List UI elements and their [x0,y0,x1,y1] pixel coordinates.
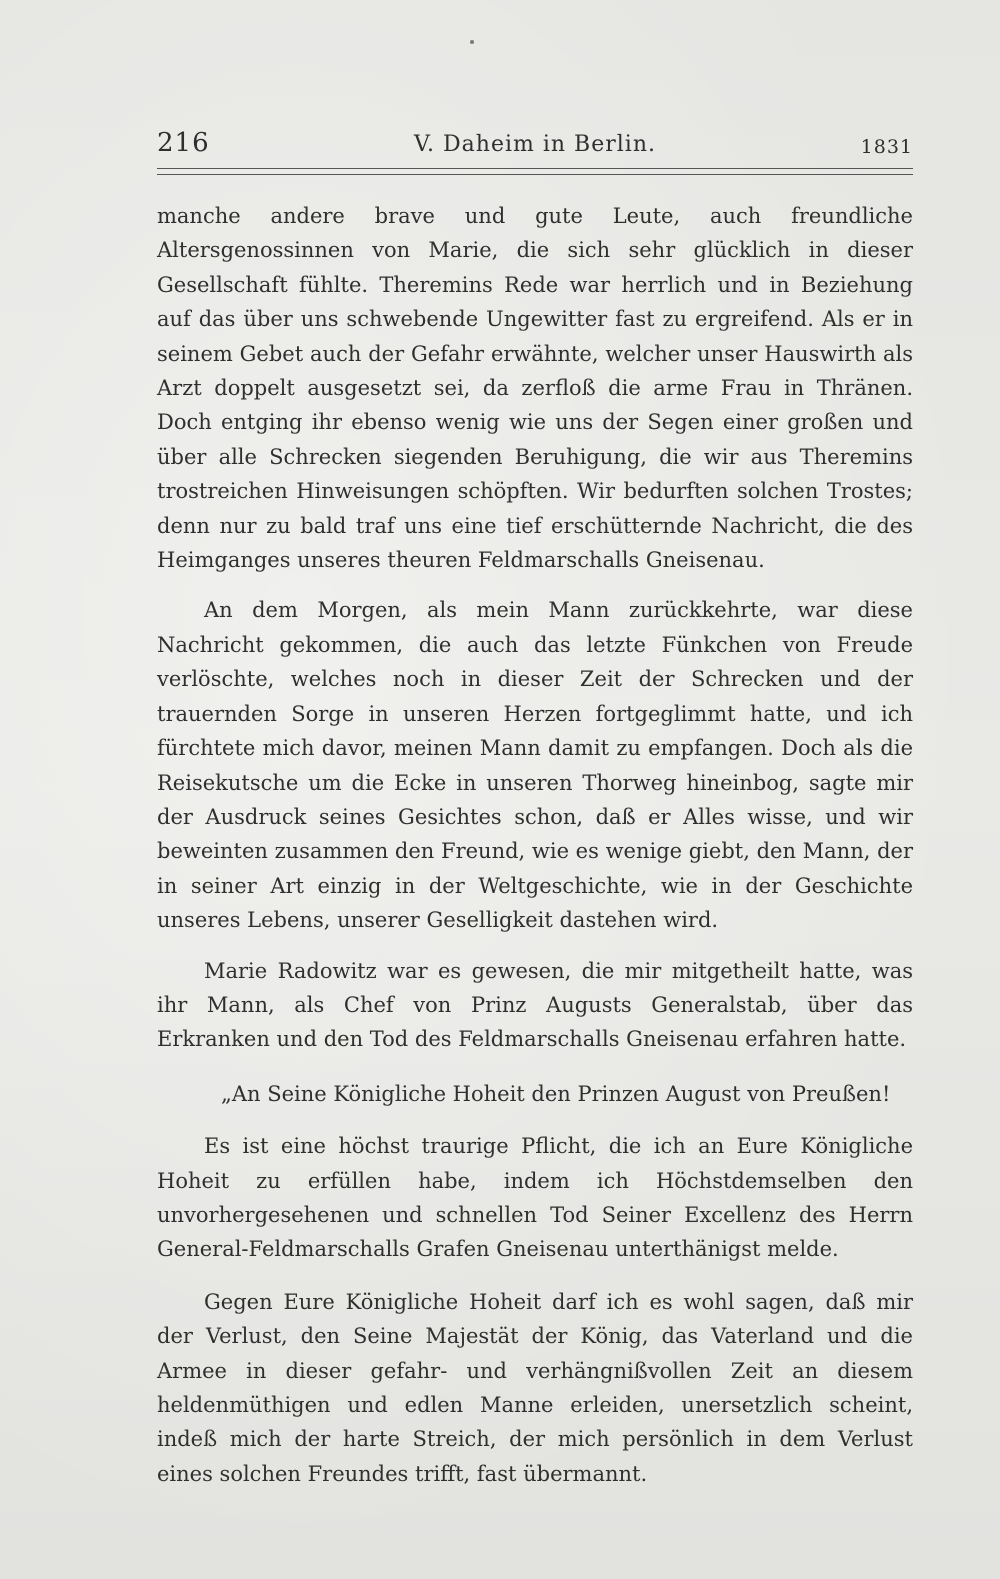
paragraph-5: Gegen Eure Königliche Hoheit darf ich es wohl sagen, daß mir der Verlust, den Seine Majestät der König, das Vaterland und die Armee in dieser gefahr- und verhängnißvollen Zeit an diesem heldenmüthigen und edlen Manne erleiden, unersetzlich scheint, indeß mich der harte Streich, der mich persönlich in dem Verlust eines solchen Freundes trifft, fast übermannt. [157,1289,913,1486]
letter-address: „An Seine Königliche Hoheit den Prinzen August von Preußen! [221,1081,891,1106]
ink-speck [470,40,474,44]
page-number: 216 [157,128,210,158]
year-marker: 1831 [860,136,913,158]
paragraph-4: Es ist eine höchst traurige Pflicht, die ich an Eure Königliche Hoheit zu erfüllen habe, indem ich Höchstdemselben den unvorhergesehenen und schnellen Tod Seiner Excellenz des Herrn General-Feldmarschalls Grafen Gneisenau unterthänigst melde. [157,1134,913,1262]
body-text [157,199,913,1491]
header-rule [157,168,913,175]
running-head: V. Daheim in Berlin. [414,132,656,157]
paragraph-1: manche andere brave und gute Leute, auch freundliche Altersgenossinnen von Marie, die sich sehr glücklich in dieser Gesellschaft fühlte. Theremins Rede war herrlich und in Beziehung auf das über uns schwebende Ungewitter fast zu ergreifend. Als er in seinem Gebet auch der Gefahr erwähnte, welcher unser Hauswirth als Arzt doppelt ausgesetzt sei, da zerfloß die arme Frau in Thränen. Doch entging ihr ebenso wenig wie uns der Segen einer großen und über alle Schrecken siegenden Beruhigung, die wir aus Theremins trostreichen Hinweisungen schöpften. Wir bedurften solchen Trostes; denn nur zu bald traf uns eine tief erschütternde Nachricht, die des Heimganges unseres theuren Feldmarschalls Gneisenau. [157,204,913,573]
paragraph-2: An dem Morgen, als mein Mann zurückkehrte, war diese Nachricht gekommen, die auch das letzte Fünkchen von Freude verlöschte, welches noch in dieser Zeit der Schrecken und der trauernden Sorge in unseren Herzen fortgeglimmt hatte, und ich fürchtete mich davor, meinen Mann damit zu empfangen. Doch als die Reisekutsche um die Ecke in unseren Thorweg hineinbog, sagte mir der Ausdruck seines Gesichtes schon, daß er Alles wisse, und wir beweinten zusammen den Freund, wie es wenige giebt, den Mann, der in seiner Art einzig in der Weltgeschichte, wie in der Geschichte unseres Lebens, unserer Geselligkeit dastehen wird. [157,598,913,933]
page-header [157,128,913,164]
paragraph-3: Marie Radowitz war es gewesen, die mir mitgetheilt hatte, was ihr Mann, als Chef von Prinz Augusts Generalstab, über das Erkranken und den Tod des Feldmarschalls Gneisenau erfahren hatte. [157,958,913,1052]
